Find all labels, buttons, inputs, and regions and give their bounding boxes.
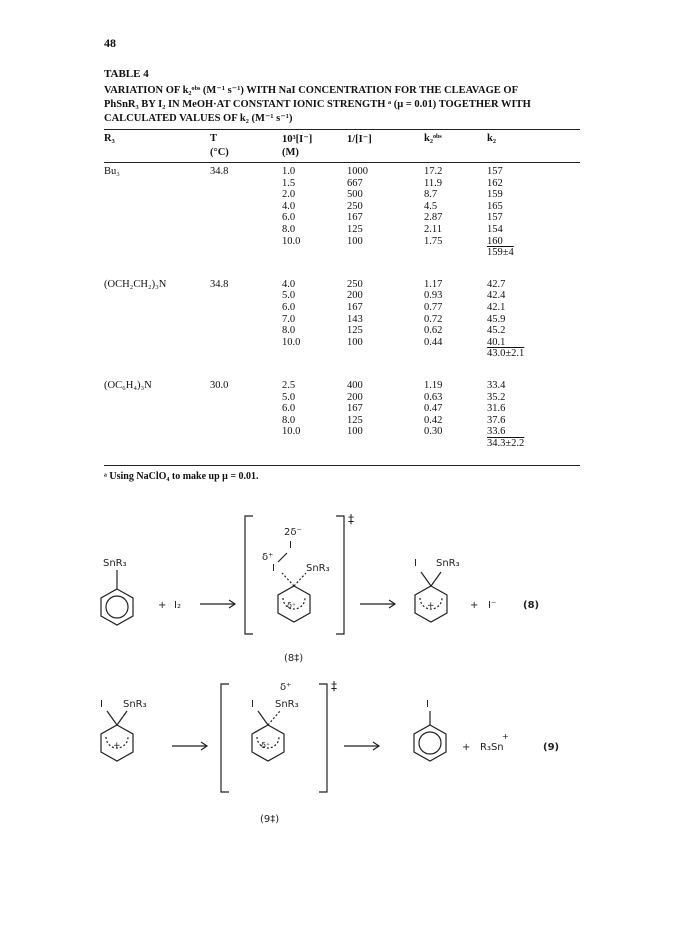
iodide-conc-cell: 7.0 (282, 313, 296, 325)
inverse-conc-cell: 1000 (347, 166, 368, 177)
iodide-conc-cell: 10.0 (282, 235, 301, 247)
ring-charge: + (113, 741, 121, 751)
substituent-label: SnR₃ (103, 558, 127, 569)
structure-label: (8‡) (284, 653, 304, 664)
equation-number: (9) (543, 742, 560, 753)
k2-cell: 35.2 (487, 391, 506, 403)
cation-charge: + (502, 732, 509, 741)
partial-charge: δ⁺ (262, 552, 274, 563)
k-obs-cell: 1.75 (424, 235, 443, 247)
bracket-right (336, 516, 344, 634)
ring-charge: + (427, 601, 435, 611)
k2-cell: 37.6 (487, 414, 506, 426)
k-obs-cell: 0.63 (424, 391, 443, 403)
bond (278, 553, 287, 562)
aromatic-circle (419, 732, 441, 754)
k-obs-cell: 11.9 (424, 177, 442, 189)
inverse-conc-cell: 100 (347, 426, 363, 438)
substituent-label: SnR₃ (123, 699, 147, 710)
inverse-conc-cell: 400 (347, 380, 363, 391)
inverse-conc-cell: 167 (347, 403, 363, 415)
k2-cell: 42.7 (487, 278, 506, 290)
plus-sign: + (470, 600, 479, 611)
iodide-conc-cell: 5.0 (282, 391, 296, 403)
table-footnote: ᵃ Using NaClO₄ to make up μ = 0.01. (104, 471, 259, 482)
k2-cell: 154 (487, 224, 503, 235)
inverse-conc-cell: 100 (347, 235, 363, 247)
inverse-conc-cell: 125 (347, 224, 363, 235)
inverse-conc-cell: 200 (347, 290, 363, 302)
k2-cell: 160 (487, 235, 503, 247)
substituent-cell: (OC₆H₄)₃N (104, 380, 152, 391)
substituent-cell: (OCH₂CH₂)₃N (104, 278, 167, 290)
k2-cell: 159 (487, 189, 503, 201)
plus-sign: + (158, 600, 167, 611)
table-title-line: VARIATION OF k₂ᵒᵇˢ (M⁻¹ s⁻¹) WITH NaI CONCENTRATION FOR THE CLEAVAGE OF (104, 85, 518, 96)
k-obs-cell: 0.62 (424, 325, 443, 337)
inverse-conc-cell: 167 (347, 212, 363, 224)
atom-label: I (251, 699, 254, 710)
atom-label: I (272, 563, 275, 574)
iodide-conc-cell: 8.0 (282, 414, 296, 426)
inverse-conc-cell: 125 (347, 325, 363, 337)
k-obs-cell: 2.11 (424, 224, 442, 235)
iodide-conc-cell: 6.0 (282, 302, 296, 313)
k2-cell: 33.4 (487, 380, 506, 391)
header-k-obs: k₂ᵒᵇˢ (424, 133, 442, 144)
temperature-cell: 30.0 (210, 380, 229, 391)
k2-cell: 45.2 (487, 325, 506, 337)
substituent-cell: Bu₃ (104, 166, 120, 177)
iodide-conc-cell: 1.5 (282, 177, 296, 189)
inverse-conc-cell: 250 (347, 200, 363, 212)
dagger-symbol: ‡ (348, 512, 354, 526)
anion-label: I⁻ (488, 600, 497, 611)
k2-average-cell: 43.0±2.1 (487, 348, 525, 360)
atom-label: I (100, 699, 103, 710)
table-title-line: PhSnR₃ BY I₂ IN MeOH·AT CONSTANT IONIC STRENGTH ᵃ (μ = 0.01) TOGETHER WITH (104, 99, 531, 110)
header-r3: R₃ (104, 133, 115, 144)
header-iodide-conc-unit: (M) (282, 147, 299, 158)
k-obs-cell: 0.47 (424, 403, 443, 415)
iodide-conc-cell: 6.0 (282, 403, 296, 415)
partial-charge: δ⁺ (280, 682, 292, 693)
inverse-conc-cell: 143 (347, 313, 363, 325)
temperature-cell: 34.8 (210, 166, 229, 177)
header-temperature: T (210, 133, 218, 144)
k-obs-cell: 4.5 (424, 200, 438, 212)
structure-label: (9‡) (260, 814, 280, 825)
bracket-right (319, 684, 327, 792)
inverse-conc-cell: 667 (347, 177, 363, 189)
k2-cell: 42.4 (487, 290, 506, 302)
k-obs-cell: 0.42 (424, 414, 443, 426)
header-iodide-conc: 10³[I⁻] (282, 134, 313, 145)
iodide-conc-cell: 10.0 (282, 336, 301, 348)
iodide-conc-cell: 5.0 (282, 290, 296, 302)
inverse-conc-cell: 250 (347, 278, 363, 290)
inverse-conc-cell: 500 (347, 189, 363, 201)
k2-cell: 45.9 (487, 313, 506, 325)
inverse-conc-cell: 200 (347, 391, 363, 403)
dagger-symbol: ‡ (331, 679, 337, 693)
inverse-conc-cell: 125 (347, 414, 363, 426)
k-obs-cell: 17.2 (424, 166, 443, 177)
substituent-label: SnR₃ (306, 563, 330, 574)
iodide-conc-cell: 4.0 (282, 278, 296, 290)
inverse-conc-cell: 100 (347, 336, 363, 348)
bond (117, 711, 127, 725)
atom-label: I (289, 540, 292, 551)
ring-charge: δ⁺ (261, 741, 271, 750)
k2-cell: 40.1 (487, 336, 506, 348)
iodide-conc-cell: 6.0 (282, 212, 296, 224)
partial-charge: 2δ⁻ (284, 527, 302, 538)
k2-cell: 162 (487, 177, 503, 189)
header-temperature-unit: (°C) (210, 147, 229, 158)
iodide-conc-cell: 10.0 (282, 426, 301, 438)
k2-cell: 42.1 (487, 302, 506, 313)
k-obs-cell: 1.19 (424, 380, 443, 391)
bond (258, 711, 268, 725)
k2-cell: 33.6 (487, 426, 506, 438)
k-obs-cell: 0.77 (424, 302, 443, 313)
bracket-left (221, 684, 229, 792)
partial-bond (294, 573, 306, 586)
k-obs-cell: 1.17 (424, 278, 443, 290)
k-obs-cell: 0.93 (424, 290, 443, 302)
bond (107, 711, 117, 725)
ring-charge: δ⁺ (287, 601, 297, 610)
k2-cell: 31.6 (487, 403, 506, 415)
k-obs-cell: 0.44 (424, 336, 443, 348)
plus-sign: + (462, 742, 471, 753)
k-obs-cell: 0.30 (424, 426, 443, 438)
partial-bond (282, 573, 294, 586)
iodide-conc-cell: 2.5 (282, 380, 296, 391)
iodide-conc-cell: 4.0 (282, 200, 296, 212)
cation-label: R₃Sn (480, 742, 504, 753)
table-title-line: CALCULATED VALUES OF k₂ (M⁻¹ s⁻¹) (104, 113, 293, 124)
k2-cell: 157 (487, 166, 503, 177)
inverse-conc-cell: 167 (347, 302, 363, 313)
atom-label: I (426, 699, 429, 710)
k2-cell: 157 (487, 212, 503, 224)
iodide-conc-cell: 8.0 (282, 325, 296, 337)
bond (421, 572, 431, 586)
k2-average-cell: 34.3±2.2 (487, 438, 525, 449)
substituent-label: SnR₃ (436, 558, 460, 569)
temperature-cell: 34.8 (210, 278, 229, 290)
iodide-conc-cell: 8.0 (282, 224, 296, 235)
k2-average-cell: 159±4 (487, 247, 514, 259)
bond (431, 572, 441, 586)
reagent-label: I₂ (174, 600, 181, 611)
header-inverse-conc: 1/[I⁻] (347, 134, 372, 145)
atom-label: I (414, 558, 417, 569)
aromatic-circle (106, 596, 128, 618)
k-obs-cell: 8.7 (424, 189, 438, 201)
k2-cell: 165 (487, 200, 503, 212)
bracket-left (245, 516, 253, 634)
k-obs-cell: 0.72 (424, 313, 443, 325)
k-obs-cell: 2.87 (424, 212, 443, 224)
iodide-conc-cell: 2.0 (282, 189, 296, 201)
table-label: TABLE 4 (104, 68, 149, 80)
equation-number: (8) (523, 600, 540, 611)
page-number: 48 (104, 36, 116, 50)
substituent-label: SnR₃ (275, 699, 299, 710)
partial-bond (268, 711, 280, 725)
header-k2: k₂ (487, 133, 496, 144)
iodide-conc-cell: 1.0 (282, 166, 296, 177)
